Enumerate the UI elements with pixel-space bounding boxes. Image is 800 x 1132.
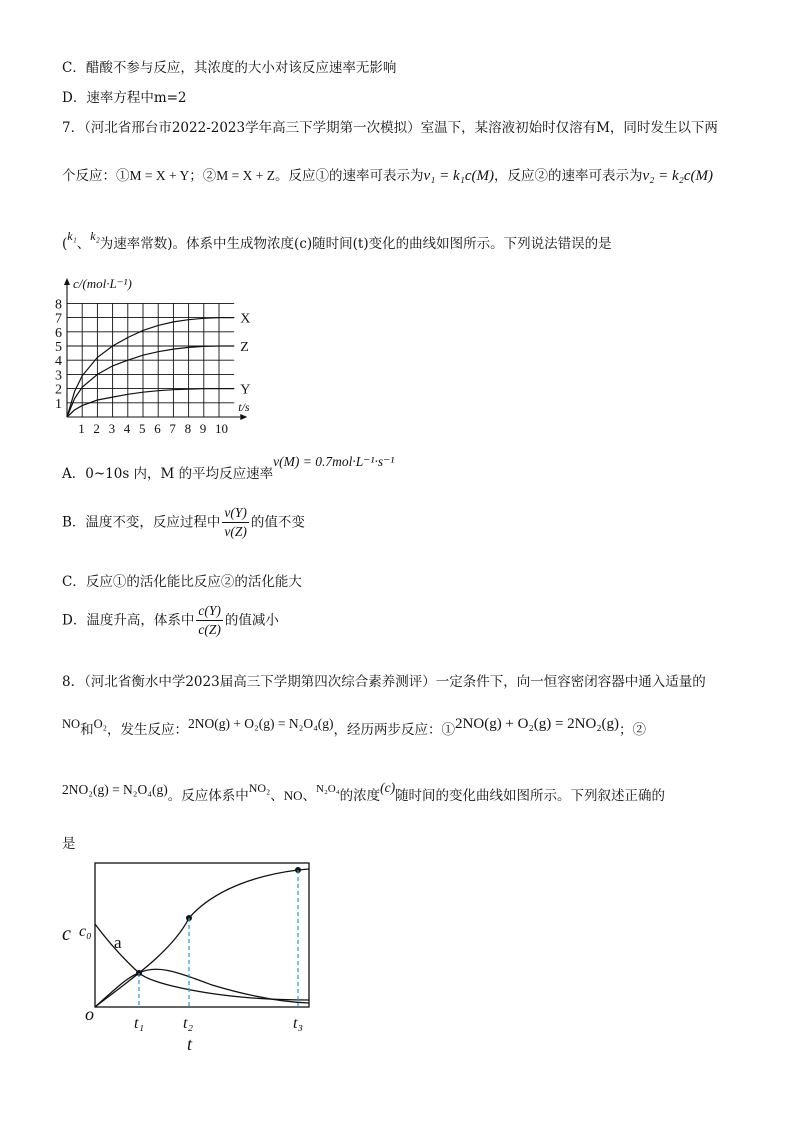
q7-rate-v1: v₁ = k₁c(M) xyxy=(423,168,494,184)
q8-concentration-chart xyxy=(52,852,322,1058)
q8-stem-line3 xyxy=(62,780,666,807)
y-tick-label: 6 xyxy=(55,325,62,341)
curve-a-label: a xyxy=(114,933,122,952)
y-tick-label: 3 xyxy=(55,368,62,384)
q7-k2: k₂ xyxy=(90,229,100,243)
q8-text: ，发生反应： xyxy=(106,722,188,738)
q7-option-d-text: 的值减小 xyxy=(224,612,279,629)
fraction-numerator: c(Y) xyxy=(196,602,223,621)
q7-text: 。反应①的速率可表示为 xyxy=(274,168,424,184)
x-tick-label: 7 xyxy=(169,421,176,436)
x-tick-label: 6 xyxy=(154,421,161,436)
q7-text: ，反应②的速率可表示为 xyxy=(493,168,643,184)
q7-option-d xyxy=(62,602,279,639)
y-tick-label: 5 xyxy=(55,340,62,355)
q7-option-b xyxy=(62,504,305,541)
y-tick-label: 8 xyxy=(55,297,62,313)
fraction-denominator: c(Z) xyxy=(198,622,221,637)
q7-text: 、 xyxy=(76,236,91,252)
fraction-numerator: v(Y) xyxy=(222,504,249,523)
curve-intermediate xyxy=(95,969,309,1007)
q7-text: ；② xyxy=(189,168,217,184)
y-axis-arrow xyxy=(64,278,70,285)
q8-step2-reaction: 2NO₂(g) = N₂O₄(g) xyxy=(62,782,168,797)
x-tick-label: 4 xyxy=(123,421,131,436)
plot-frame xyxy=(95,863,309,1007)
q7-option-a-equation: v(M) = 0.7mol·L⁻¹·s⁻¹ xyxy=(273,454,395,469)
q6-option-c: C．醋酸不参与反应，其浓度的大小对该反应速率无影响 xyxy=(62,60,397,76)
q8-species-no: NO xyxy=(283,788,303,803)
q8-text: 。反应体系中 xyxy=(167,788,249,804)
x-tick-label: 1 xyxy=(78,421,85,436)
y-tick-label: 7 xyxy=(55,311,62,327)
q8-species-no2: NO₂ xyxy=(248,781,271,795)
series-label-y: Y xyxy=(240,382,251,398)
y-axis-label: c/(mol·L⁻¹) xyxy=(73,276,132,291)
series-line-z xyxy=(67,346,234,417)
q7-text: ( xyxy=(62,236,68,252)
t2-label: t₂ xyxy=(183,1015,194,1032)
q8-text: 和 xyxy=(80,722,94,738)
y-axis-label: c xyxy=(62,923,71,945)
t3-label: t₃ xyxy=(293,1015,304,1032)
curve-a xyxy=(95,924,309,1000)
q8-text: 、 xyxy=(302,788,317,804)
curve-rising xyxy=(95,869,309,1007)
y-tick-label: 2 xyxy=(55,382,62,398)
q7-reaction-1: M = X + Y xyxy=(129,168,190,183)
x-axis-label: t/s xyxy=(238,400,250,414)
q7-option-b-fraction xyxy=(222,504,249,541)
x-tick-label: 9 xyxy=(199,421,207,436)
q8-stem-line2 xyxy=(62,716,647,740)
q8-total-reaction: 2NO(g) + O₂(g) = N₂O₄(g) xyxy=(187,716,334,731)
q7-stem-line3 xyxy=(62,229,612,254)
q7-option-a-text: A．0~10s 内，M 的平均反应速率 xyxy=(62,466,274,482)
x-tick-label: 5 xyxy=(139,421,146,436)
q7-reaction-2: M = X + Z xyxy=(216,168,275,183)
q7-option-d-fraction xyxy=(196,602,223,639)
x-tick-label: 8 xyxy=(184,421,192,436)
q7-text: 为速率常数)。体系中生成物浓度(c)随时间(t)变化的曲线如图所示。下列说法错误的是 xyxy=(99,236,612,252)
c0-label: c₀ xyxy=(79,923,92,940)
q8-text: ；② xyxy=(619,722,647,738)
q7-option-a xyxy=(62,454,395,482)
origin-label: o xyxy=(85,1004,94,1024)
q8-text: 的浓度 xyxy=(339,788,381,804)
x-tick-label: 10 xyxy=(215,421,228,436)
q8-text: ，经历两步反应：① xyxy=(333,722,456,738)
q7-option-b-text: 的值不变 xyxy=(250,514,305,531)
q8-species-no: NO xyxy=(62,717,81,731)
x-axis-label: t xyxy=(187,1034,193,1054)
fraction-denominator: v(Z) xyxy=(224,524,247,539)
q7-rate-v2: v₂ = k₂c(M) xyxy=(642,168,713,184)
q7-option-c: C．反应①的活化能比反应②的活化能大 xyxy=(62,574,302,590)
q7-stem-line2 xyxy=(62,166,713,186)
t1-label: t₁ xyxy=(134,1015,145,1032)
q8-text: 、 xyxy=(270,788,284,804)
q8-c-symbol: (c) xyxy=(380,780,396,795)
q7-option-d-text: D．温度升高，体系中 xyxy=(62,612,195,629)
x-axis-arrow xyxy=(240,414,247,420)
series-label-z: Z xyxy=(240,340,249,355)
q7-text: 个反应：① xyxy=(62,168,130,184)
q8-text: 随时间的变化曲线如图所示。下列叙述正确的 xyxy=(395,788,666,804)
q8-species-n2o4: N₂O₄ xyxy=(316,783,340,795)
q8-stem-line4: 是 xyxy=(62,836,76,852)
y-tick-label: 1 xyxy=(55,396,62,412)
q7-option-b-text: B．温度不变，反应过程中 xyxy=(62,514,221,531)
q8-stem-line1: 8．（河北省衡水中学2023届高三下学期第四次综合素养测评）一定条件下，向一恒容密闭容器中通入适量的 xyxy=(62,674,706,690)
x-tick-label: 2 xyxy=(93,421,100,436)
q7-k1: k₁ xyxy=(67,229,77,243)
q8-step1-reaction: 2NO(g) + O₂(g) = 2NO₂(g) xyxy=(455,716,620,732)
x-tick-label: 3 xyxy=(108,421,116,436)
series-label-x: X xyxy=(240,311,251,327)
q7-concentration-chart xyxy=(54,274,274,446)
y-tick-label: 4 xyxy=(55,354,62,370)
q7-stem-line1: 7．（河北省邢台市2022-2023学年高三下学期第一次模拟）室温下，某溶液初始时仅溶有M，同时发生以下两 xyxy=(62,120,718,136)
q8-species-o2: O₂ xyxy=(93,717,107,731)
q6-option-d: D．速率方程中m=2 xyxy=(62,90,187,106)
